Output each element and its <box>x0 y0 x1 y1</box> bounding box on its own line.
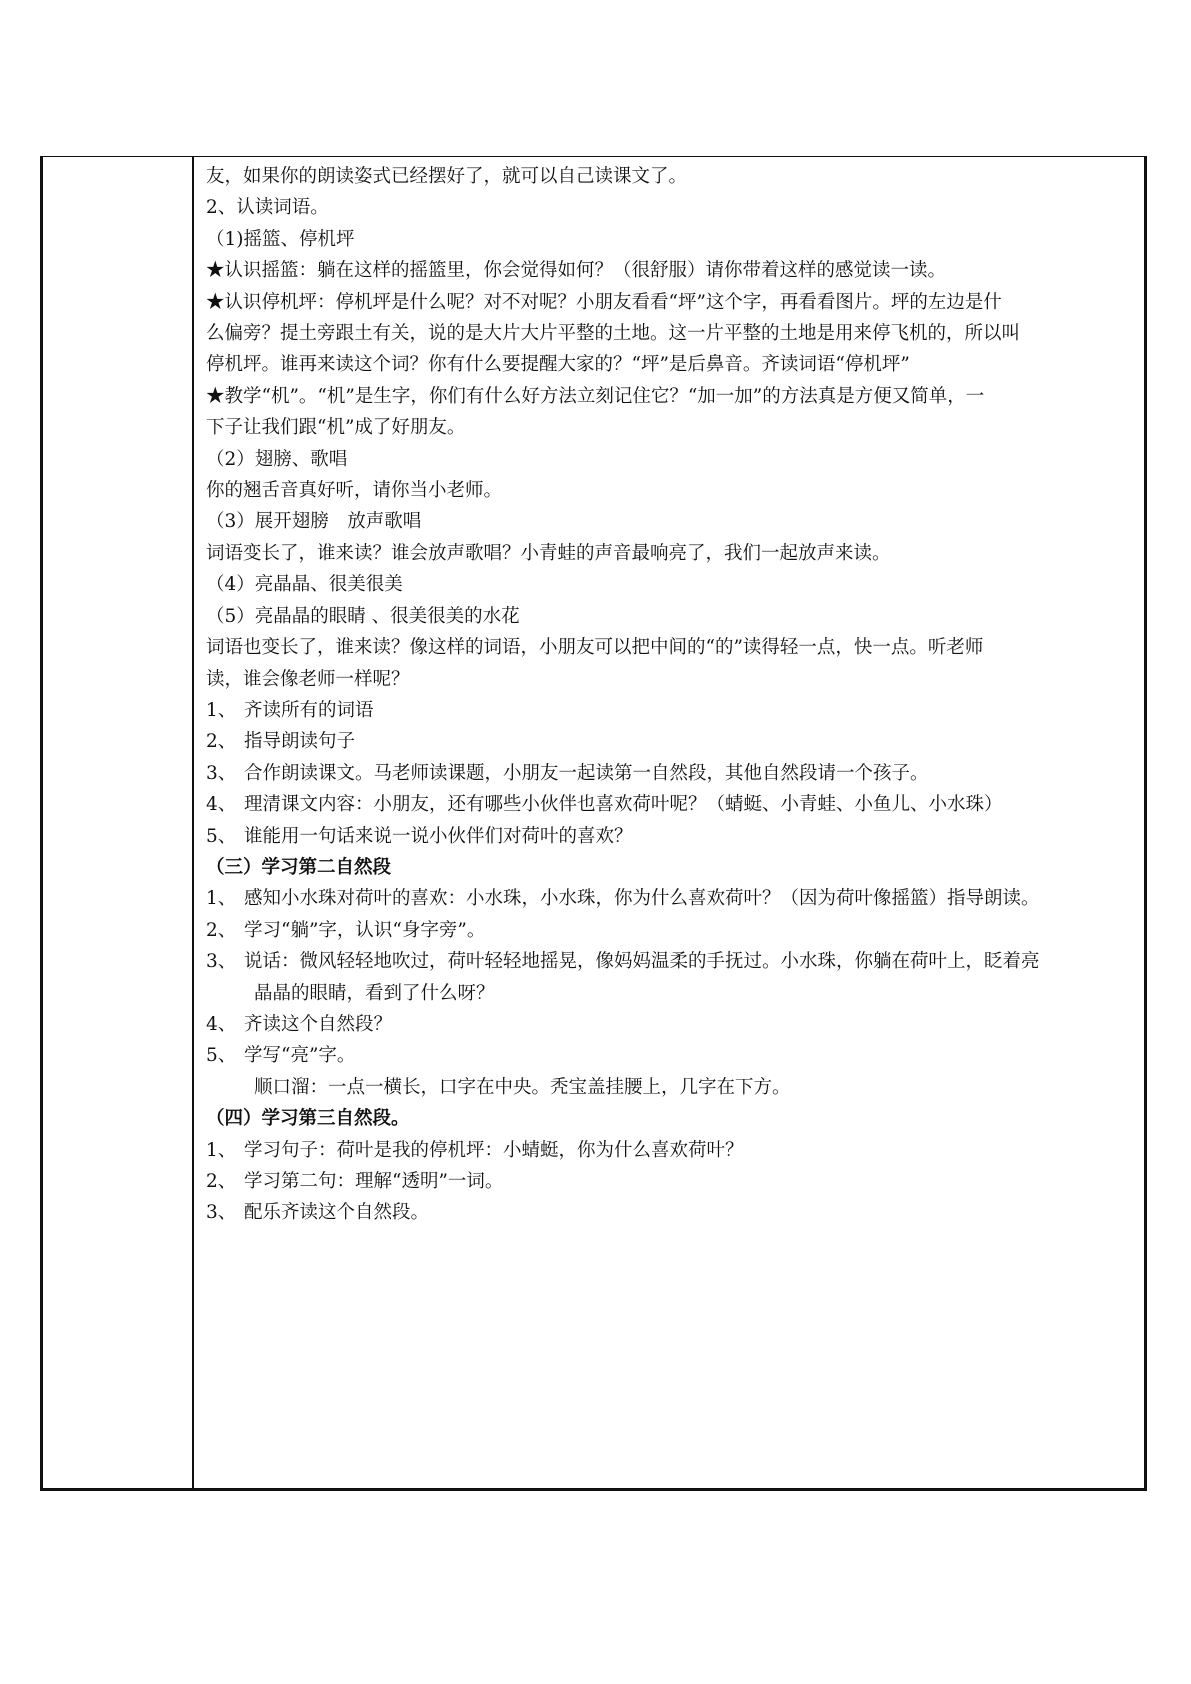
text-line <box>206 224 1134 255</box>
line-text: 齐读这个自然段？ <box>244 1013 393 1035</box>
line-text: 学习“躺”字，认识“身字旁”。 <box>244 919 486 941</box>
text-line <box>206 664 1134 695</box>
line-text: 齐读所有的词语 <box>244 699 374 721</box>
list-number: 5、 <box>206 1045 237 1067</box>
list-number: 4、 <box>206 794 237 816</box>
text-line <box>206 726 1134 757</box>
text-line <box>206 192 1134 223</box>
list-number: 1、 <box>206 888 237 910</box>
text-line <box>206 1197 1134 1228</box>
line-text: 词语也变长了，谁来读？像这样的词语，小朋友可以把中间的“的”读得轻一点，快一点。听老师 <box>206 637 984 659</box>
text-line <box>206 821 1134 852</box>
list-number: 2、 <box>206 919 237 941</box>
list-number: 5、 <box>206 825 237 847</box>
text-line <box>206 632 1134 663</box>
text-line <box>206 1009 1134 1040</box>
list-number: 2、 <box>206 731 237 753</box>
line-text: 学写“亮”字。 <box>244 1045 356 1067</box>
line-text: ★认识停机坪：停机坪是什么呢？对不对呢？小朋友看看“坪”这个字，再看看图片。坪的左边是什 <box>206 291 1002 313</box>
line-text: （1)摇篮、停机坪 <box>206 228 355 250</box>
line-text: 2、认读词语。 <box>206 197 329 219</box>
text-line <box>206 569 1134 600</box>
line-text: 谁能用一句话来说一说小伙伴们对荷叶的喜欢？ <box>244 825 633 847</box>
text-line <box>206 444 1134 475</box>
left-column-cell <box>43 157 194 1488</box>
line-text: 友，如果你的朗读姿式已经摆好了，就可以自己读课文了。 <box>206 166 688 187</box>
text-line <box>206 915 1134 946</box>
text-line <box>206 1135 1134 1166</box>
text-line <box>206 978 1134 1009</box>
text-line <box>206 1166 1134 1197</box>
line-text: （四）学习第三自然段。 <box>206 1108 410 1130</box>
text-line <box>206 601 1134 632</box>
text-line <box>206 758 1134 789</box>
text-line <box>206 538 1134 569</box>
list-number: 1、 <box>206 1139 237 1161</box>
line-text: 么偏旁？提土旁跟土有关，说的是大片大片平整的土地。这一片平整的土地是用来停飞机的，所以叫 <box>206 323 1021 345</box>
list-number: 1、 <box>206 699 237 721</box>
text-line <box>206 381 1134 412</box>
line-text: 理清课文内容：小朋友，还有哪些小伙伴也喜欢荷叶呢？（蜻蜓、小青蛙、小鱼儿、小水珠） <box>244 794 1003 816</box>
line-text: 你的翘舌音真好听，请你当小老师。 <box>206 480 503 502</box>
text-line <box>206 412 1134 443</box>
line-text: 配乐齐读这个自然段。 <box>244 1202 430 1224</box>
line-text: 顺口溜：一点一横长，口字在中央。秃宝盖挂腰上，几字在下方。 <box>254 1076 791 1098</box>
list-number: 3、 <box>206 762 237 784</box>
line-text: 词语变长了，谁来读？谁会放声歌唱？小青蛙的声音最响亮了，我们一起放声来读。 <box>206 542 891 564</box>
line-text: 说话：微风轻轻地吹过，荷叶轻轻地摇晃，像妈妈温柔的手抚过。小水珠，你躺在荷叶上，眨着亮 <box>244 951 1040 973</box>
line-text: 晶晶的眼睛，看到了什么呀？ <box>254 982 495 1004</box>
line-text: （三）学习第二自然段 <box>206 856 392 878</box>
list-number: 3、 <box>206 1202 237 1224</box>
line-text: （3）展开翅膀 放声歌唱 <box>206 511 422 533</box>
line-text: （4）亮晶晶、很美很美 <box>206 574 403 596</box>
text-line <box>206 506 1134 537</box>
content-cell <box>196 157 1144 1488</box>
section-heading <box>206 1103 1134 1134</box>
text-line <box>206 161 1134 192</box>
text-line <box>206 695 1134 726</box>
line-text: ★教学“机”。“机”是生字，你们有什么好方法立刻记住它？“加一加”的方法真是方便又简单，一 <box>206 385 985 407</box>
line-text: 合作朗读课文。马老师读课题，小朋友一起读第一自然段，其他自然段请一个孩子。 <box>244 762 929 784</box>
line-text: 感知小水珠对荷叶的喜欢：小水珠，小水珠，你为什么喜欢荷叶？（因为荷叶像摇篮）指导朗读。 <box>244 888 1040 910</box>
text-line <box>206 883 1134 914</box>
text-line <box>206 287 1134 318</box>
text-line <box>206 946 1134 977</box>
line-text: （2）翅膀、歌唱 <box>206 448 348 470</box>
line-text: （5）亮晶晶的眼睛 、很美很美的水花 <box>206 605 520 627</box>
section-heading <box>206 852 1134 883</box>
line-text: 下子让我们跟“机”成了好朋友。 <box>206 417 466 439</box>
text-line <box>206 318 1134 349</box>
text-line <box>206 255 1134 286</box>
list-number: 2、 <box>206 1171 237 1192</box>
line-text: 学习第二句：理解“透明”一词。 <box>244 1171 504 1192</box>
line-text: 读，谁会像老师一样呢？ <box>206 668 410 690</box>
text-line <box>206 789 1134 820</box>
text-line <box>206 475 1134 506</box>
list-number: 3、 <box>206 951 237 973</box>
text-line <box>206 1072 1134 1103</box>
lesson-table <box>40 156 1147 1491</box>
line-text: 停机坪。谁再来读这个词？你有什么要提醒大家的？“坪”是后鼻音。齐读词语“停机坪” <box>206 354 910 376</box>
text-line <box>206 349 1134 380</box>
line-text: 指导朗读句子 <box>244 731 356 753</box>
line-text: ★认识摇篮：躺在这样的摇篮里，你会觉得如何？（很舒服）请你带着这样的感觉读一读。 <box>206 260 947 282</box>
list-number: 4、 <box>206 1013 237 1035</box>
line-text: 学习句子：荷叶是我的停机坪：小蜻蜓，你为什么喜欢荷叶？ <box>244 1139 744 1161</box>
text-line <box>206 1040 1134 1071</box>
